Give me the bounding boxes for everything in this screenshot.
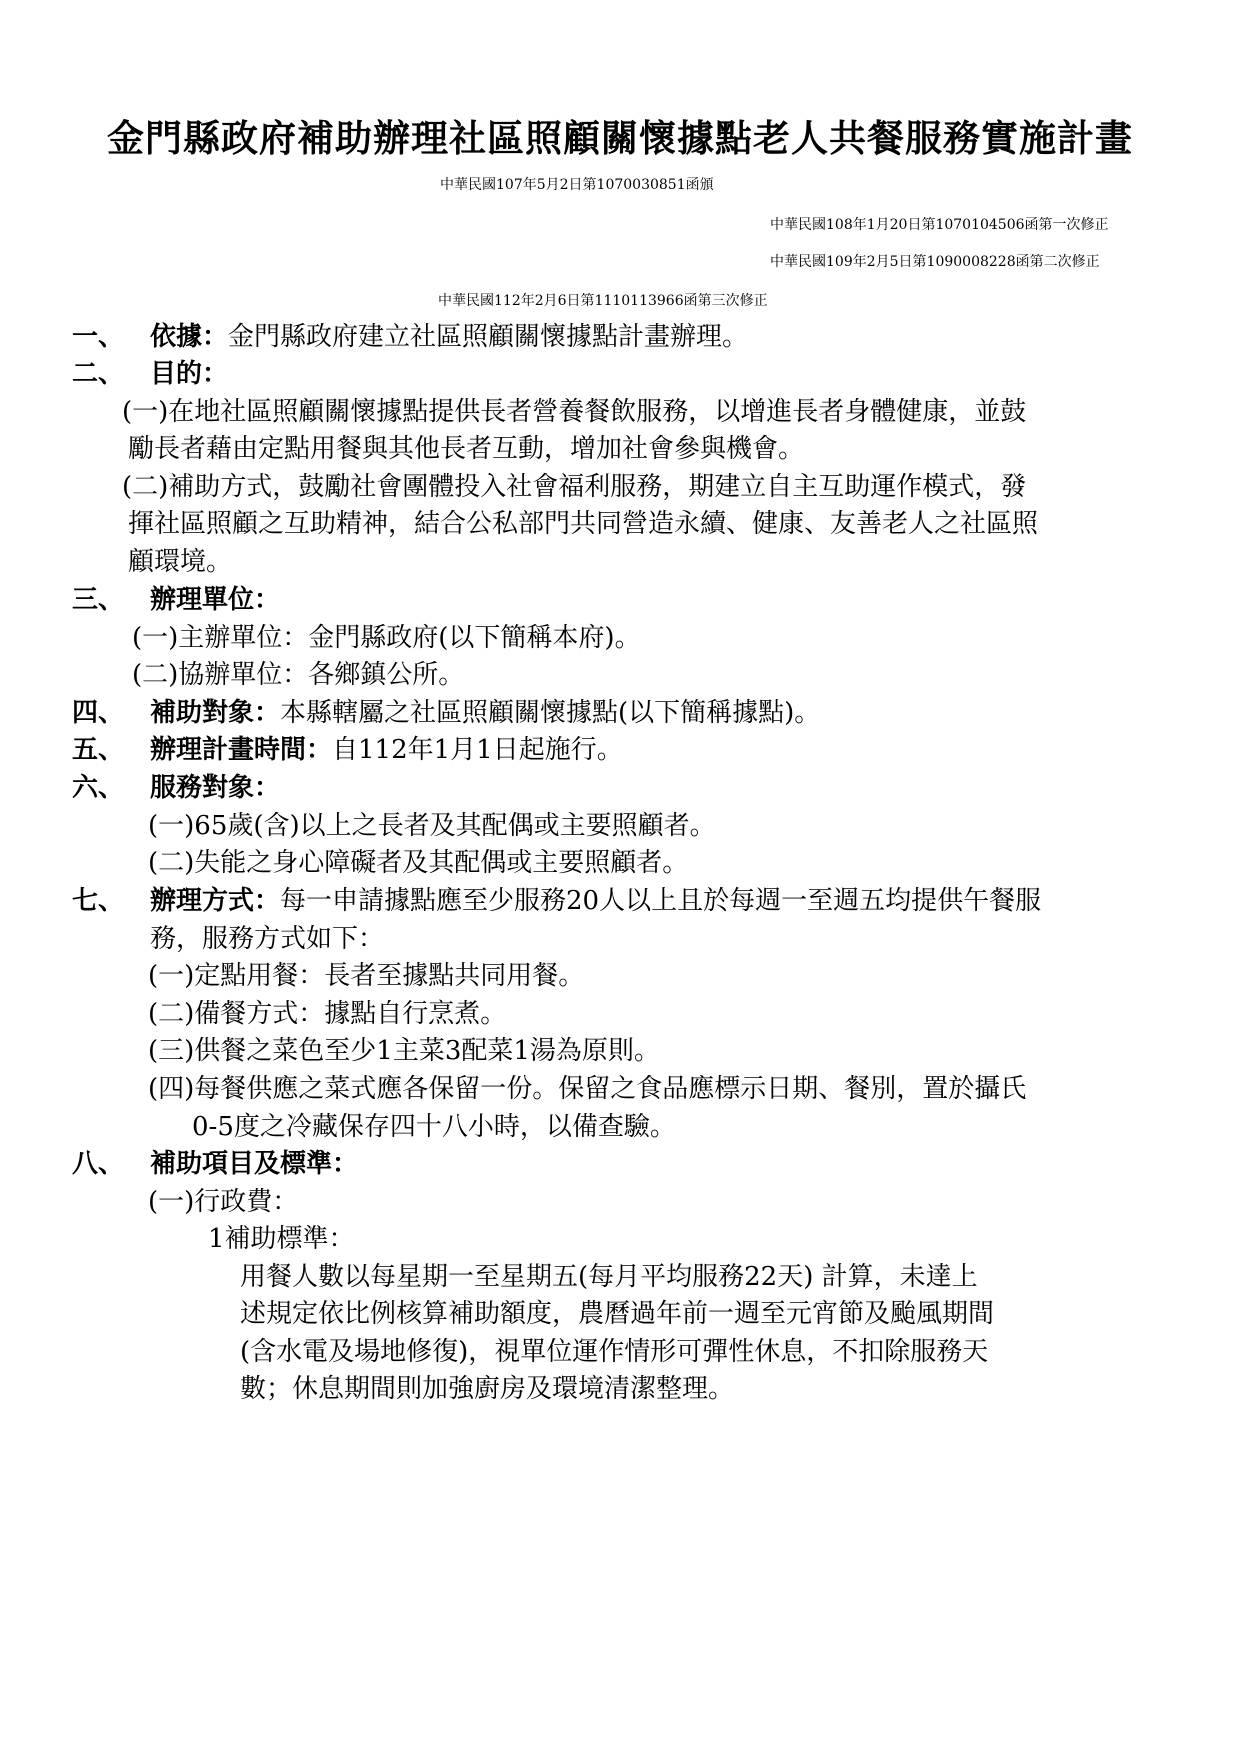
paragraph-line: (三)供餐之菜色至少1主菜3配菜1湯為原則。 (148, 1036, 660, 1066)
paragraph-line: (一)定點用餐：長者至據點共同用餐。 (148, 961, 585, 991)
section-number: 六、 (72, 773, 125, 803)
paragraph-line: (一)主辦單位：金門縣政府(以下簡稱本府)。 (132, 623, 641, 653)
section-heading: 辦理計畫時間： (150, 735, 333, 765)
revision-note-1: 中華民國107年5月2日第1070030851函頒 (440, 177, 714, 193)
section-heading: 補助對象： (150, 698, 281, 728)
revision-note-4: 中華民國112年2月6日第1110113966函第三次修正 (438, 293, 768, 309)
section-6 (72, 770, 280, 806)
revision-note-3: 中華民國109年2月5日第1090008228函第二次修正 (770, 254, 1100, 270)
section-number: 二、 (72, 359, 125, 389)
paragraph-line: (一)在地社區照顧關懷據點提供長者營養餐飲服務，以增進長者身體健康，並鼓 (122, 397, 1027, 427)
section-1 (72, 319, 748, 355)
section-number: 三、 (72, 585, 125, 615)
revision-note-2: 中華民國108年1月20日第1070104506函第一次修正 (770, 217, 1109, 233)
section-7 (72, 883, 1041, 919)
paragraph-line: (二)補助方式，鼓勵社會團體投入社會福利服務，期建立自主互助運作模式，發 (122, 472, 1027, 502)
section-text: 本縣轄屬之社區照顧關懷據點(以下簡稱據點)。 (280, 698, 821, 728)
section-4 (72, 695, 820, 731)
section-heading: 服務對象： (150, 773, 281, 803)
paragraph-line: (二)失能之身心障礙者及其配偶或主要照顧者。 (148, 848, 689, 878)
section-heading: 辦理方式： (150, 886, 281, 916)
document-title: 金門縣政府補助辦理社區照顧關懷據點老人共餐服務實施計畫 (107, 116, 1133, 160)
paragraph-line: (一)行政費： (148, 1187, 299, 1217)
section-8 (72, 1146, 358, 1182)
paragraph-line: (二)備餐方式：據點自行烹煮。 (148, 999, 507, 1029)
section-5 (72, 732, 623, 768)
paragraph-line: 揮社區照顧之互助精神，結合公私部門共同營造永續、健康、友善老人之社區照 (128, 509, 1039, 539)
paragraph-line: 顧環境。 (128, 547, 233, 577)
section-text: 自112年1月1日起施行。 (332, 735, 623, 765)
paragraph-line: (二)協辦單位：各鄉鎮公所。 (132, 660, 465, 690)
section-number: 七、 (72, 886, 125, 916)
paragraph-line: 務，服務方式如下： (150, 924, 385, 954)
section-text: 每一申請據點應至少服務20人以上且於每週一至週五均提供午餐服 (280, 886, 1042, 916)
section-text: 金門縣政府建立社區照顧關懷據點計畫辦理。 (228, 322, 749, 352)
paragraph-line: 0-5度之冷藏保存四十八小時，以備查驗。 (192, 1112, 676, 1142)
paragraph-line: (一)65歲(含)以上之長者及其配偶或主要照顧者。 (148, 811, 716, 841)
paragraph-line: 述規定依比例核算補助額度，農曆過年前一週至元宵節及颱風期間 (240, 1299, 995, 1329)
paragraph-line: 用餐人數以每星期一至星期五(每月平均服務22天) 計算，未達上 (240, 1262, 978, 1292)
section-number: 八、 (72, 1149, 125, 1179)
section-2 (72, 356, 228, 392)
paragraph-line: (四)每餐供應之菜式應各保留一份。保留之食品應標示日期、餐別，置於攝氏 (148, 1074, 1027, 1104)
paragraph-line: 1補助標準： (208, 1224, 355, 1254)
section-3 (72, 582, 280, 618)
section-number: 五、 (72, 735, 125, 765)
paragraph-line: 數；休息期間則加強廚房及環境清潔整理。 (240, 1374, 735, 1404)
paragraph-line: (含水電及場地修復)，視單位運作情形可彈性休息，不扣除服務天 (240, 1337, 989, 1367)
paragraph-line: 勵長者藉由定點用餐與其他長者互動，增加社會參與機會。 (128, 434, 805, 464)
section-heading: 依據： (150, 322, 229, 352)
section-heading: 辦理單位： (150, 585, 281, 615)
section-heading: 補助項目及標準： (150, 1149, 359, 1179)
section-heading: 目的： (150, 359, 229, 389)
section-number: 一、 (72, 322, 125, 352)
section-number: 四、 (72, 698, 125, 728)
